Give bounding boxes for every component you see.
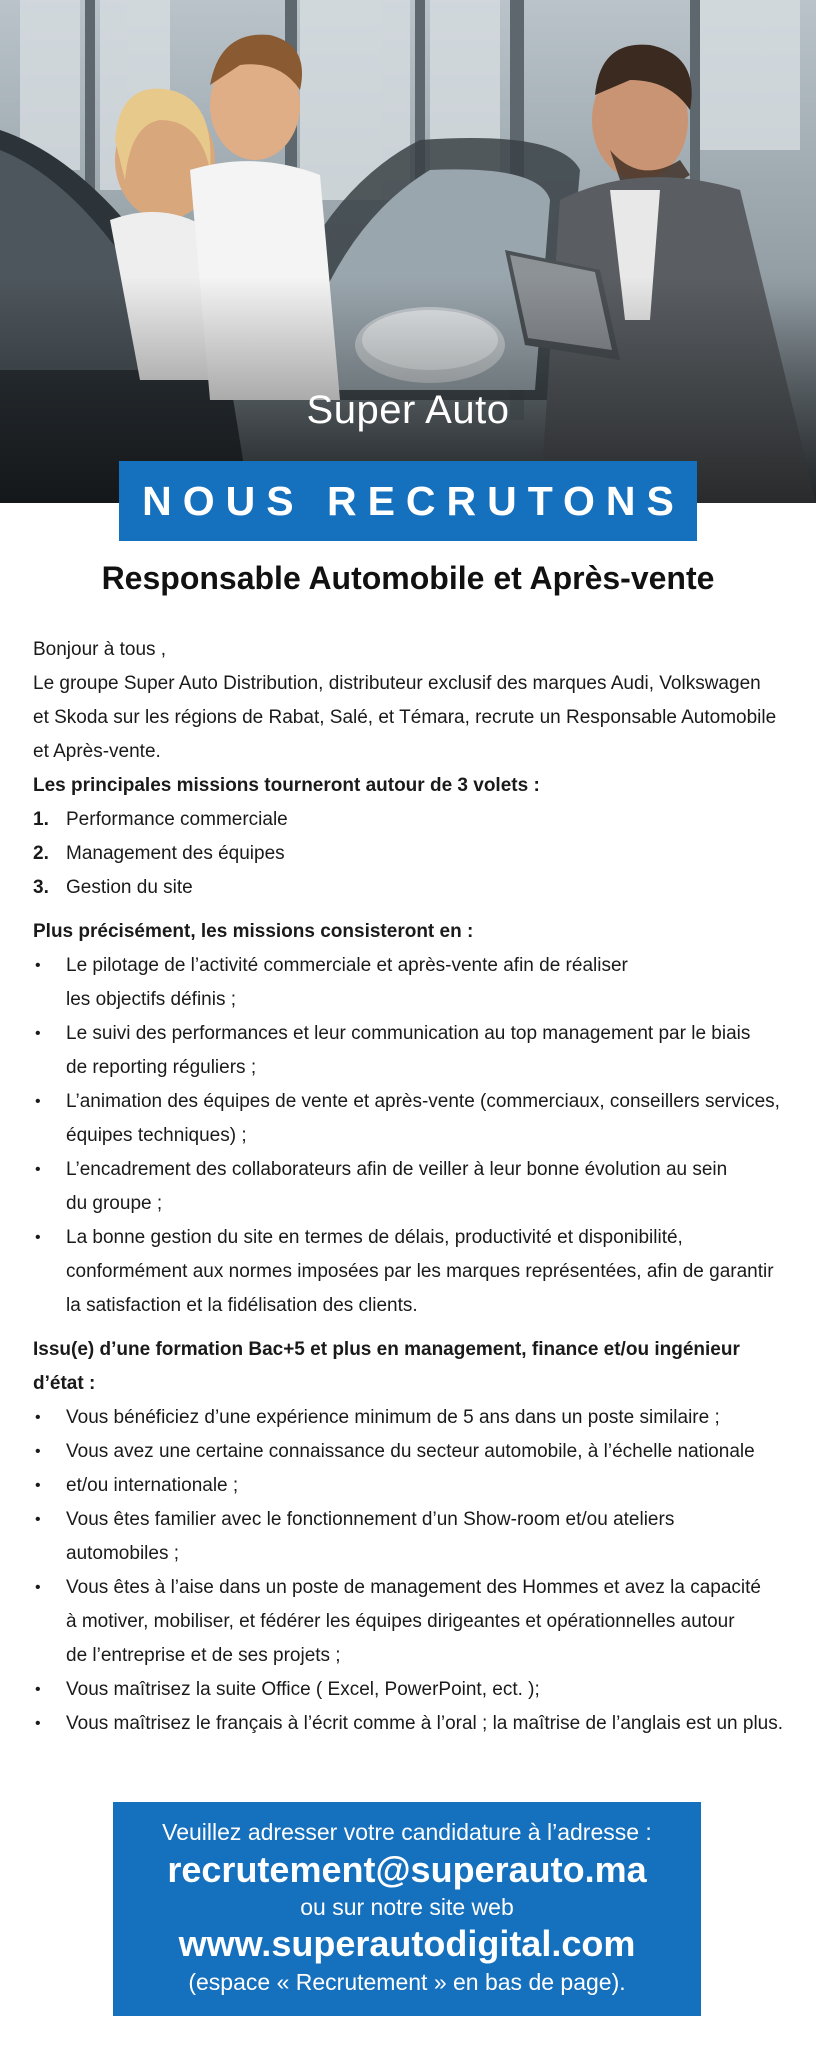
- list-item: [33, 837, 803, 871]
- hero-photo: [0, 0, 816, 503]
- list-item-line: conformément aux normes imposées par les marques représentées, afin de garantir: [66, 1261, 774, 1282]
- list-item-line: La bonne gestion du site en termes de délais, productivité et disponibilité,: [66, 1227, 683, 1248]
- list-item: [33, 1571, 803, 1673]
- details-list: [33, 949, 803, 1323]
- bullet-icon: •: [35, 1409, 41, 1426]
- details-heading: Plus précisément, les missions consisteront en :: [33, 921, 474, 942]
- list-item-line: et/ou internationale ;: [66, 1475, 239, 1496]
- list-item: [33, 1221, 803, 1323]
- list-item-text: Performance commerciale: [66, 809, 288, 830]
- intro-line: et Après-vente.: [33, 741, 161, 762]
- email-link[interactable]: recrutement@superauto.ma: [167, 1849, 647, 1890]
- list-item-text: Management des équipes: [66, 843, 285, 864]
- list-item-line: équipes techniques) ;: [66, 1125, 247, 1146]
- list-item: [33, 1503, 803, 1571]
- list-item-line: L’animation des équipes de vente et après-vente (commerciaux, conseillers services,: [66, 1091, 780, 1112]
- list-item: [33, 1707, 803, 1741]
- list-item: [33, 1469, 803, 1503]
- list-item-text: Gestion du site: [66, 877, 193, 898]
- bullet-icon: •: [35, 1681, 41, 1698]
- list-item: [33, 1153, 803, 1221]
- profile-list: [33, 1401, 803, 1741]
- list-item-line: de reporting réguliers ;: [66, 1057, 257, 1078]
- list-item-line: automobiles ;: [66, 1543, 180, 1564]
- list-item-line: la satisfaction et la fidélisation des clients.: [66, 1295, 418, 1316]
- bullet-icon: •: [35, 1025, 41, 1042]
- website-link[interactable]: www.superautodigital.com: [178, 1923, 636, 1964]
- list-number: 3.: [33, 877, 49, 898]
- bullet-icon: •: [35, 1511, 41, 1528]
- bullet-icon: •: [35, 1443, 41, 1460]
- list-item-line: Vous êtes familier avec le fonctionnement d’un Show-room et/ou ateliers: [66, 1509, 675, 1530]
- list-item-line: Vous bénéficiez d’une expérience minimum de 5 ans dans un poste similaire ;: [66, 1407, 720, 1428]
- list-item-line: Vous maîtrisez la suite Office ( Excel, PowerPoint, ect. );: [66, 1679, 540, 1700]
- list-item: [33, 1017, 803, 1085]
- list-item: [33, 803, 803, 837]
- job-description: [33, 633, 803, 1751]
- list-item-line: du groupe ;: [66, 1193, 163, 1214]
- intro-paragraph: [33, 667, 803, 769]
- list-item-line: Vous avez une certaine connaissance du secteur automobile, à l’échelle nationale: [66, 1441, 755, 1462]
- list-item: [33, 1673, 803, 1707]
- list-item-line: les objectifs définis ;: [66, 989, 237, 1010]
- list-item-line: Vous maîtrisez le français à l’écrit comme à l’oral ; la maîtrise de l’anglais est un plus.: [66, 1713, 784, 1734]
- list-item-line: Le pilotage de l’activité commerciale et après-vente afin de réaliser: [66, 955, 628, 976]
- recruitment-section-note: (espace « Recrutement » en bas de page).: [188, 1969, 626, 1995]
- application-box: [113, 1802, 701, 2016]
- intro-line: Le groupe Super Auto Distribution, distributeur exclusif des marques Audi, Volkswagen: [33, 673, 761, 694]
- greeting: Bonjour à tous ,: [33, 639, 167, 660]
- list-item: [33, 1401, 803, 1435]
- list-number: 1.: [33, 809, 49, 830]
- bullet-icon: •: [35, 1093, 41, 1110]
- list-item-line: à motiver, mobiliser, et fédérer les équipes dirigeantes et opérationnelles autour: [66, 1611, 735, 1632]
- bullet-icon: •: [35, 1715, 41, 1732]
- brand-name: Super Auto: [306, 388, 510, 432]
- intro-line: et Skoda sur les régions de Rabat, Salé, et Témara, recrute un Responsable Automobile: [33, 707, 777, 728]
- website-intro: ou sur notre site web: [300, 1894, 514, 1920]
- job-title: Responsable Automobile et Après-vente: [101, 560, 715, 596]
- list-item: [33, 871, 803, 905]
- bullet-icon: •: [35, 957, 41, 974]
- bullet-icon: •: [35, 1229, 41, 1246]
- bullet-icon: •: [35, 1477, 41, 1494]
- missions-list: [33, 803, 803, 905]
- profile-heading-line: d’état :: [33, 1373, 96, 1394]
- profile-heading-line: Issu(e) d’une formation Bac+5 et plus en management, finance et/ou ingénieur: [33, 1339, 740, 1360]
- list-item: [33, 1435, 803, 1469]
- list-item-line: de l’entreprise et de ses projets ;: [66, 1645, 341, 1666]
- list-item-line: Le suivi des performances et leur communication au top management par le biais: [66, 1023, 751, 1044]
- profile-heading: [33, 1333, 803, 1401]
- missions-heading: Les principales missions tourneront autour de 3 volets :: [33, 775, 540, 796]
- recruiting-banner: NOUS RECRUTONS: [119, 461, 697, 541]
- application-instruction: Veuillez adresser votre candidature à l’adresse :: [162, 1819, 652, 1845]
- bullet-icon: •: [35, 1161, 41, 1178]
- bullet-icon: •: [35, 1579, 41, 1596]
- list-number: 2.: [33, 843, 49, 864]
- list-item-line: L’encadrement des collaborateurs afin de veiller à leur bonne évolution au sein: [66, 1159, 728, 1180]
- list-item: [33, 949, 803, 1017]
- list-item: [33, 1085, 803, 1153]
- list-item-line: Vous êtes à l’aise dans un poste de management des Hommes et avez la capacité: [66, 1577, 761, 1598]
